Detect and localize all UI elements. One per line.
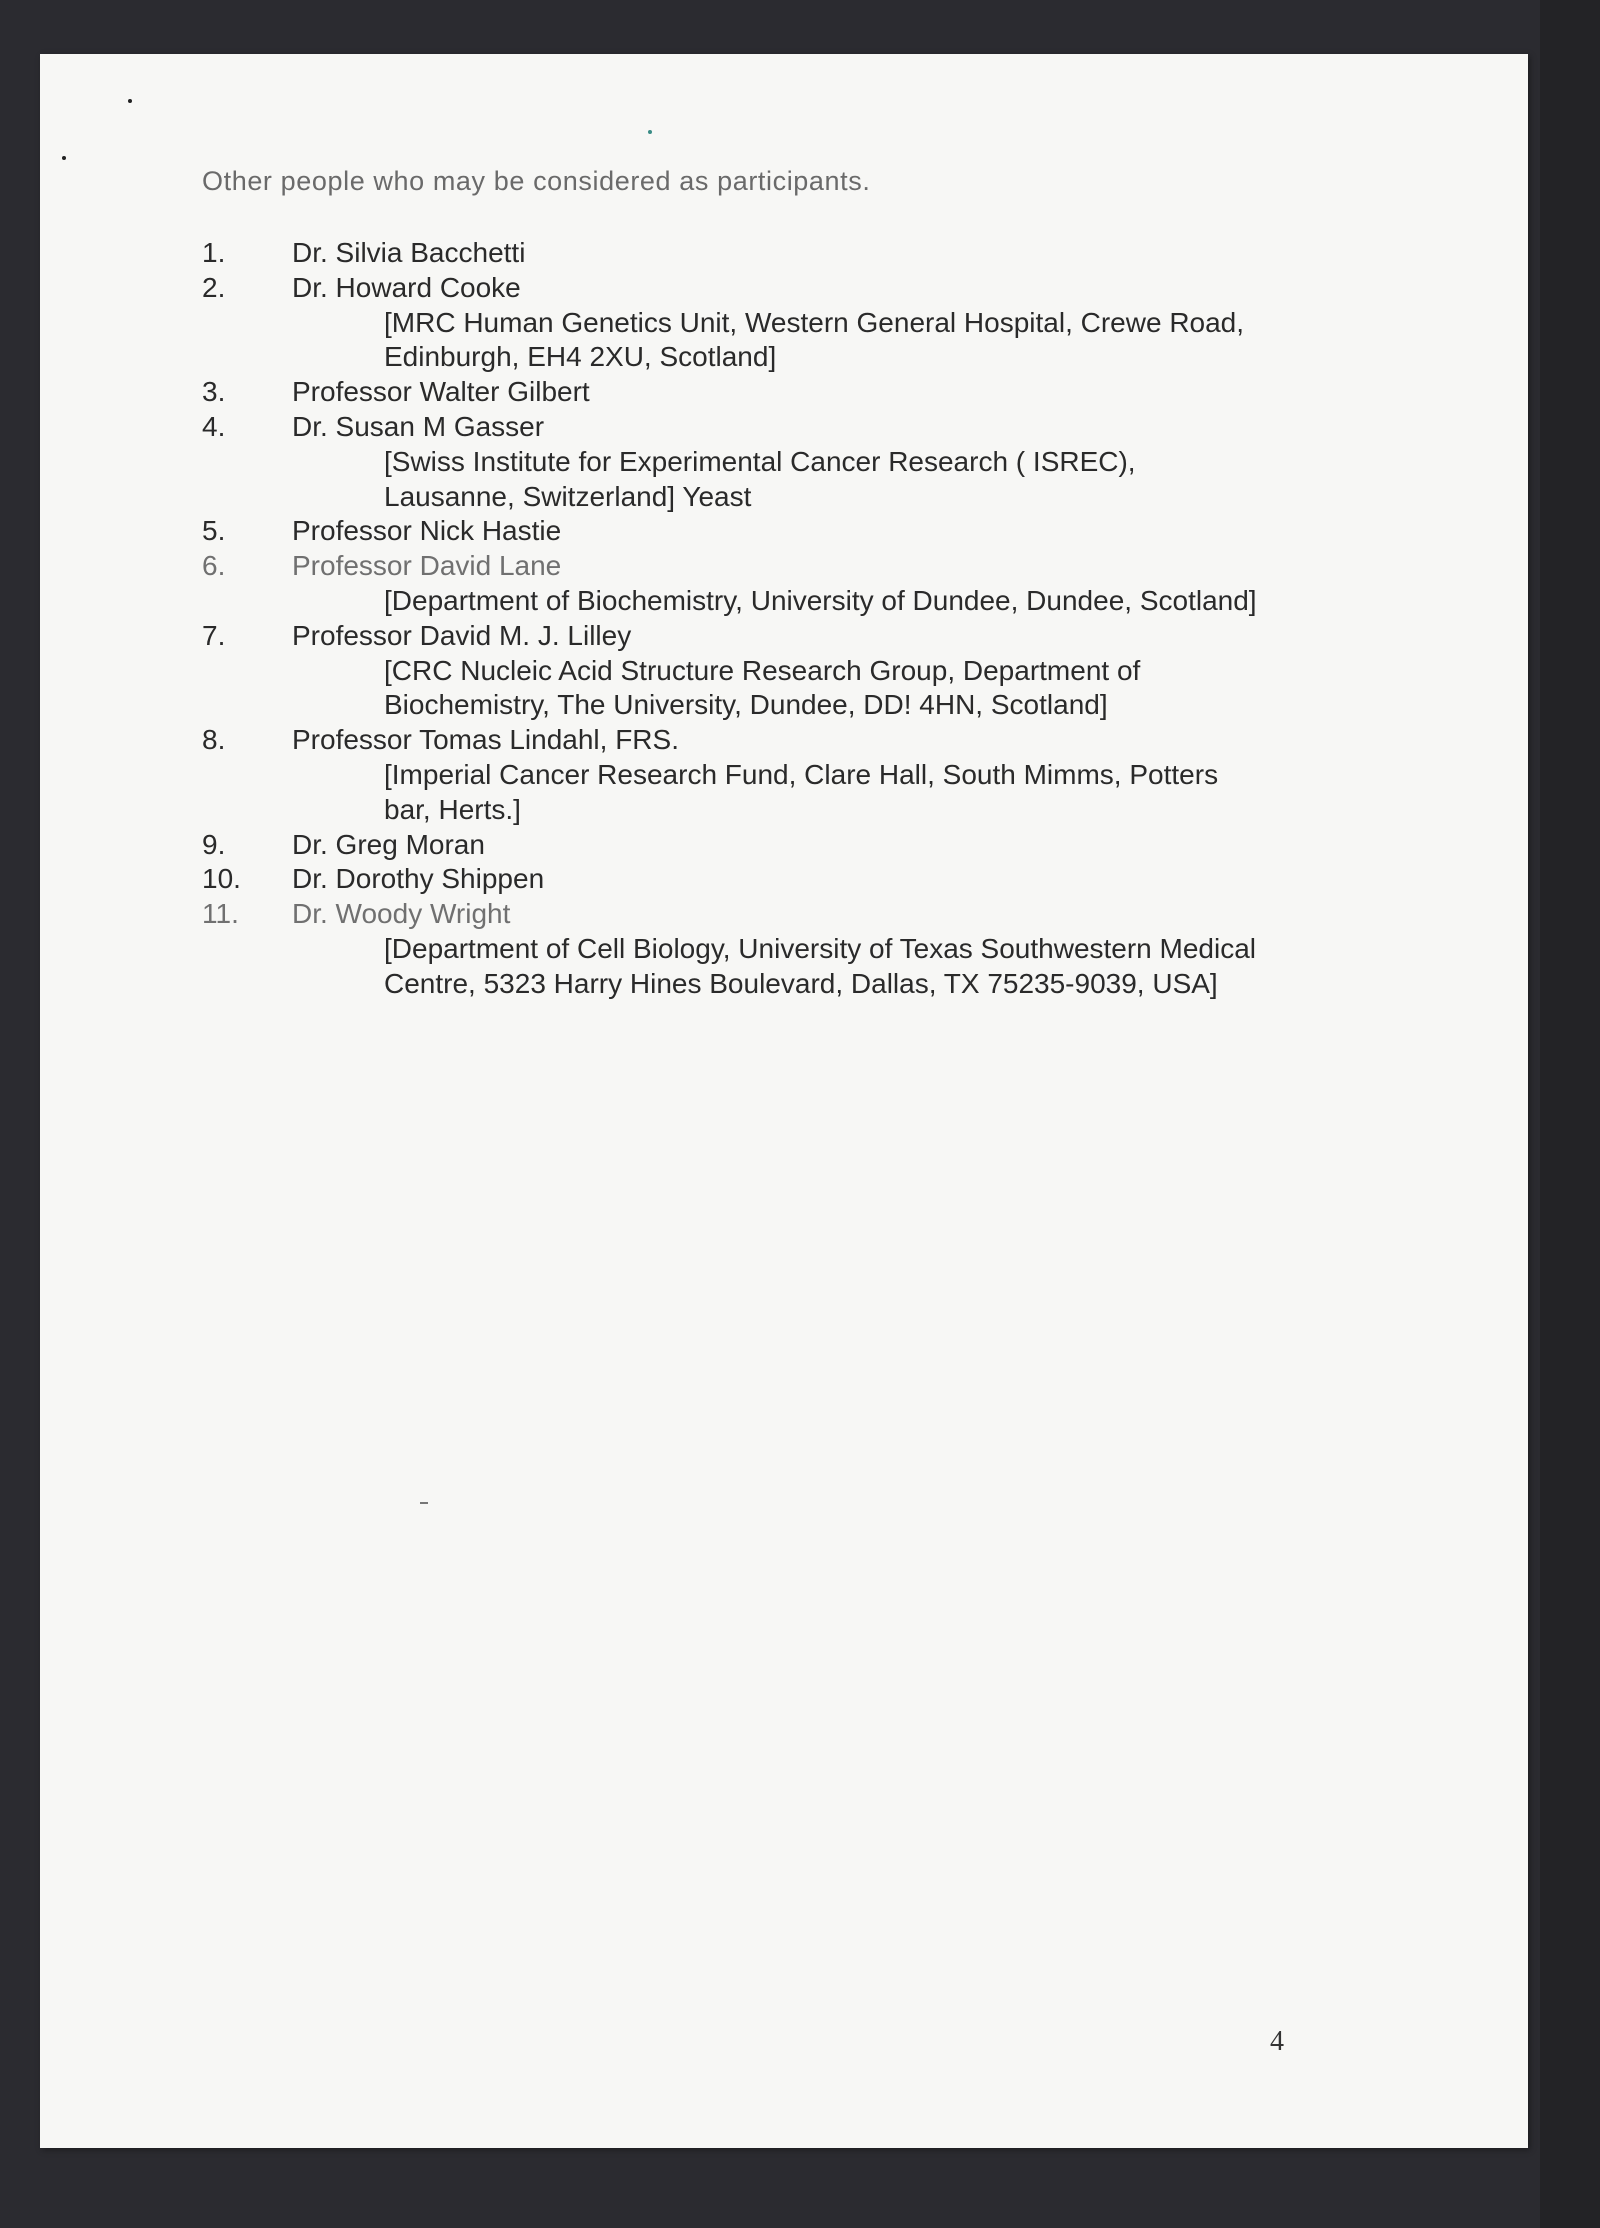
participant-name: Professor Walter Gilbert <box>292 376 590 408</box>
item-number: 4. <box>202 410 226 442</box>
item-number: 5. <box>202 515 226 547</box>
item-number: 2. <box>202 271 226 303</box>
participant-name: Dr. Howard Cooke <box>292 271 521 303</box>
participant-name: Professor Nick Hastie <box>292 515 562 547</box>
participant-affiliation: [MRC Human Genetics Unit, Western General Hospital, Crewe Road, Edinburgh, EH4 2XU, Scotland] <box>384 306 1245 373</box>
scan-speck <box>128 99 132 103</box>
list-item <box>202 236 1322 271</box>
participant-name: Dr. Silvia Bacchetti <box>292 237 526 268</box>
list-item <box>202 549 1322 619</box>
item-number: 6. <box>202 550 226 582</box>
list-item <box>202 514 1322 549</box>
participant-affiliation: [CRC Nucleic Acid Structure Research Group, Department of Biochemistry, The University, Dundee, DD! 4HN, Scotland] <box>384 654 1141 721</box>
participant-name: Dr. Greg Moran <box>292 828 485 860</box>
item-number: 9. <box>202 828 226 860</box>
list-item <box>202 271 1322 375</box>
item-number: 3. <box>202 376 226 408</box>
scan-mark <box>420 1502 428 1504</box>
page-heading: Other people who may be considered as participants. <box>202 166 871 196</box>
participant-name: Professor Tomas Lindahl, FRS. <box>292 724 679 756</box>
list-item <box>202 723 1322 827</box>
item-number: 7. <box>202 619 226 651</box>
participant-affiliation: [Department of Cell Biology, University of Texas Southwestern Medical Centre, 5323 Harry Hines Boulevard, Dallas, TX 75235-9039, USA] <box>384 932 1257 999</box>
participant-name: Dr. Susan M Gasser <box>292 410 545 442</box>
participant-name: Dr. Dorothy Shippen <box>292 863 545 895</box>
item-number: 8. <box>202 724 226 756</box>
item-number: 11. <box>202 898 239 930</box>
list-item <box>202 619 1322 723</box>
participant-affiliation: [Swiss Institute for Experimental Cancer Research ( ISREC), Lausanne, Switzerland] Yeast <box>384 445 1136 512</box>
participant-affiliation: [Imperial Cancer Research Fund, Clare Hall, South Mimms, Potters bar, Herts.] <box>384 758 1219 825</box>
scan-speck <box>648 130 652 134</box>
item-number: 1. <box>202 237 226 268</box>
list-item <box>202 897 1322 1001</box>
list-item <box>202 862 1322 897</box>
scan-backdrop <box>1540 0 1600 2228</box>
list-item <box>202 375 1322 410</box>
list-item <box>202 828 1322 863</box>
participant-name: Professor David Lane <box>292 550 562 582</box>
participant-name: Dr. Woody Wright <box>292 898 511 930</box>
list-item <box>202 410 1322 514</box>
scan-speck <box>62 156 66 160</box>
participant-name: Professor David M. J. Lilley <box>292 619 632 651</box>
participant-affiliation: [Department of Biochemistry, University of Dundee, Dundee, Scotland] <box>384 584 1257 616</box>
item-number: 10. <box>202 863 241 895</box>
participant-list <box>202 236 1322 1002</box>
page-number: 4 <box>1270 2026 1284 2057</box>
